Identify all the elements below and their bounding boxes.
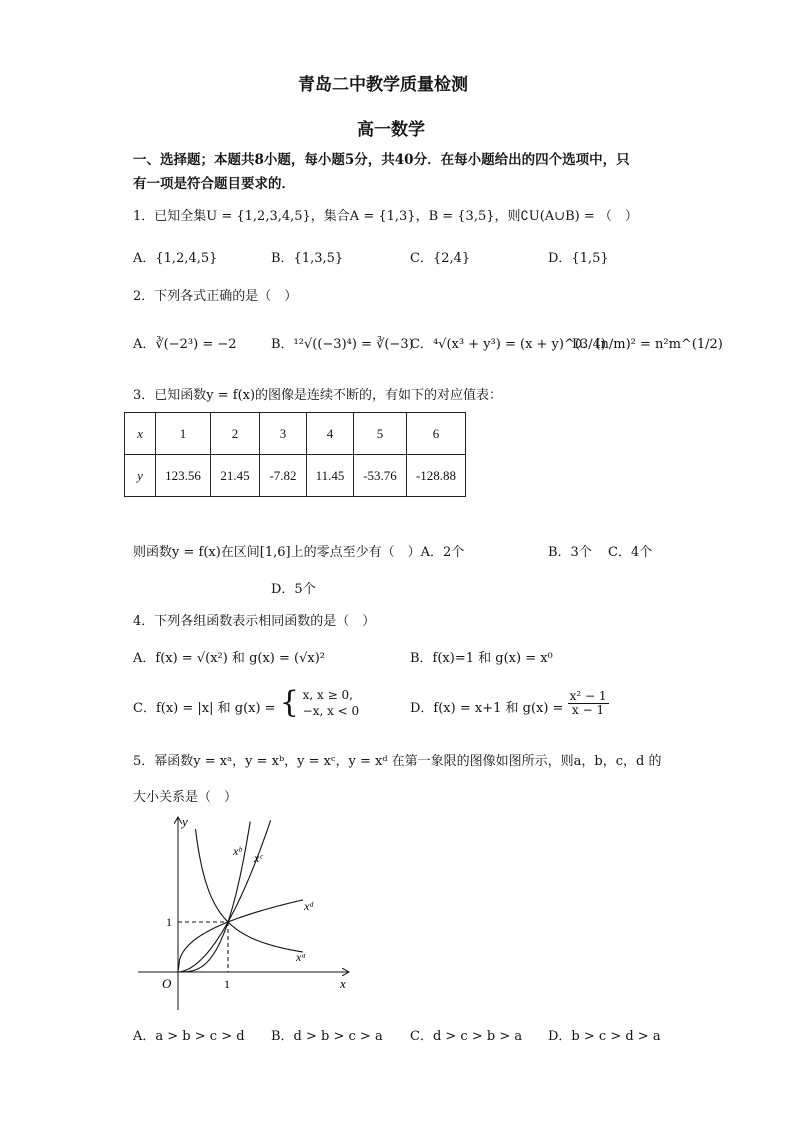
q2-option-c: C．⁴√(x³ + y³) = (x + y)^(3/4) (410, 337, 606, 352)
left-brace-icon: { (279, 684, 299, 720)
table-cell: 2 (211, 413, 260, 455)
fraction-denominator: x − 1 (572, 703, 605, 717)
q5-option-c: C．d > c > b > a (410, 1029, 523, 1044)
curve-label-xa: xᵃ (296, 950, 307, 964)
q5-stem-line2: 大小关系是（ ） (133, 790, 238, 805)
subject-title: 高一数学 (357, 120, 425, 140)
curve-xd (178, 900, 303, 972)
table-cell: 6 (407, 413, 466, 455)
fraction (568, 690, 609, 717)
q1-stem: 1．已知全集U = {1,2,3,4,5}，集合A = {1,3}，B = {3,5}，则∁U(A∪B) = （ ） (133, 209, 638, 224)
y-tick-label: 1 (166, 915, 172, 929)
q5-option-d: D．b > c > d > a (548, 1029, 661, 1044)
table-cell: -128.88 (407, 455, 466, 497)
exam-title: 青岛二中教学质量检测 (298, 75, 468, 95)
curve-label-xd: xᵈ (304, 899, 314, 913)
q2-stem: 2．下列各式正确的是（ ） (133, 289, 298, 304)
q4-option-d-text: D．f(x) = x+1 和 g(x) = (410, 701, 564, 716)
q4-option-c-text: C．f(x) = |x| 和 g(x) = (133, 701, 276, 716)
table-cell: -7.82 (260, 455, 307, 497)
section-instructions-line1: 一、选择题；本题共8小题，每小题5分，共40分．在每小题给出的四个选项中，只 (133, 152, 630, 168)
table-cell-x-label: x (125, 413, 156, 455)
table-cell: 5 (354, 413, 407, 455)
q4-option-c (133, 684, 360, 720)
q4-option-a: A．f(x) = √(x²) 和 g(x) = (√x)² (133, 651, 325, 666)
value-table (124, 412, 466, 497)
section-instructions-line2: 有一项是符合题目要求的． (133, 176, 295, 192)
curve-label-xb: xᵇ (233, 844, 242, 858)
q3-follow-text: 则函数y = f(x)在区间[1,6]上的零点至少有（ ）A．2个 (133, 545, 465, 560)
q2-option-b: B．¹²√((−3)⁴) = ∛(−3) (271, 337, 414, 352)
q5-option-a: A．a > b > c > d (133, 1029, 245, 1044)
q2-option-d: D．(n/m)² = n²m^(1/2) (572, 337, 723, 352)
table-row-x (125, 413, 466, 455)
power-function-figure (130, 810, 360, 1015)
table-cell: -53.76 (354, 455, 407, 497)
piecewise-definition (279, 684, 360, 720)
table-cell-y-label: y (125, 455, 156, 497)
table-cell: 4 (307, 413, 354, 455)
curve-label-xc: xᶜ (254, 851, 263, 865)
fraction-numerator: x² − 1 (569, 689, 607, 703)
q1-option-a: A．{1,2,4,5} (133, 251, 218, 266)
table-cell: 123.56 (156, 455, 211, 497)
piecewise-case-bottom: −x, x < 0 (302, 703, 360, 718)
q3-option-b: B．3个 (548, 545, 592, 560)
q1-option-b: B．{1,3,5} (271, 251, 344, 266)
x-axis-label: x (340, 976, 346, 991)
x-tick-label: 1 (224, 977, 230, 991)
table-cell: 1 (156, 413, 211, 455)
table-cell: 11.45 (307, 455, 354, 497)
q3-stem: 3．已知函数y = f(x)的图像是连续不断的，有如下的对应值表： (133, 388, 503, 403)
q5-option-b: B．d > b > c > a (271, 1029, 383, 1044)
piecewise-case-top: x, x ≥ 0, (302, 687, 353, 702)
q2-option-a: A．∛(−2³) = −2 (133, 337, 237, 352)
table-cell: 21.45 (211, 455, 260, 497)
q1-option-c: C．{2,4} (410, 251, 471, 266)
q3-option-d: D．5个 (271, 582, 316, 597)
piecewise-cases (303, 687, 360, 719)
origin-label: O (162, 976, 172, 991)
y-axis-label: y (182, 814, 188, 829)
curve-xc (178, 820, 271, 972)
q4-stem: 4．下列各组函数表示相同函数的是（ ） (133, 614, 376, 629)
q5-stem-line1: 5．幂函数y = xᵃ，y = xᵇ，y = xᶜ，y = xᵈ 在第一象限的图像如图所示，则a，b，c，d 的 (133, 754, 662, 769)
q4-option-b: B．f(x)=1 和 g(x) = x⁰ (410, 651, 553, 666)
q4-option-d (410, 689, 609, 717)
q1-option-d: D．{1,5} (548, 251, 609, 266)
table-row-y (125, 455, 466, 497)
table-cell: 3 (260, 413, 307, 455)
curve-xa (196, 829, 304, 952)
q3-option-c: C．4个 (608, 545, 653, 560)
